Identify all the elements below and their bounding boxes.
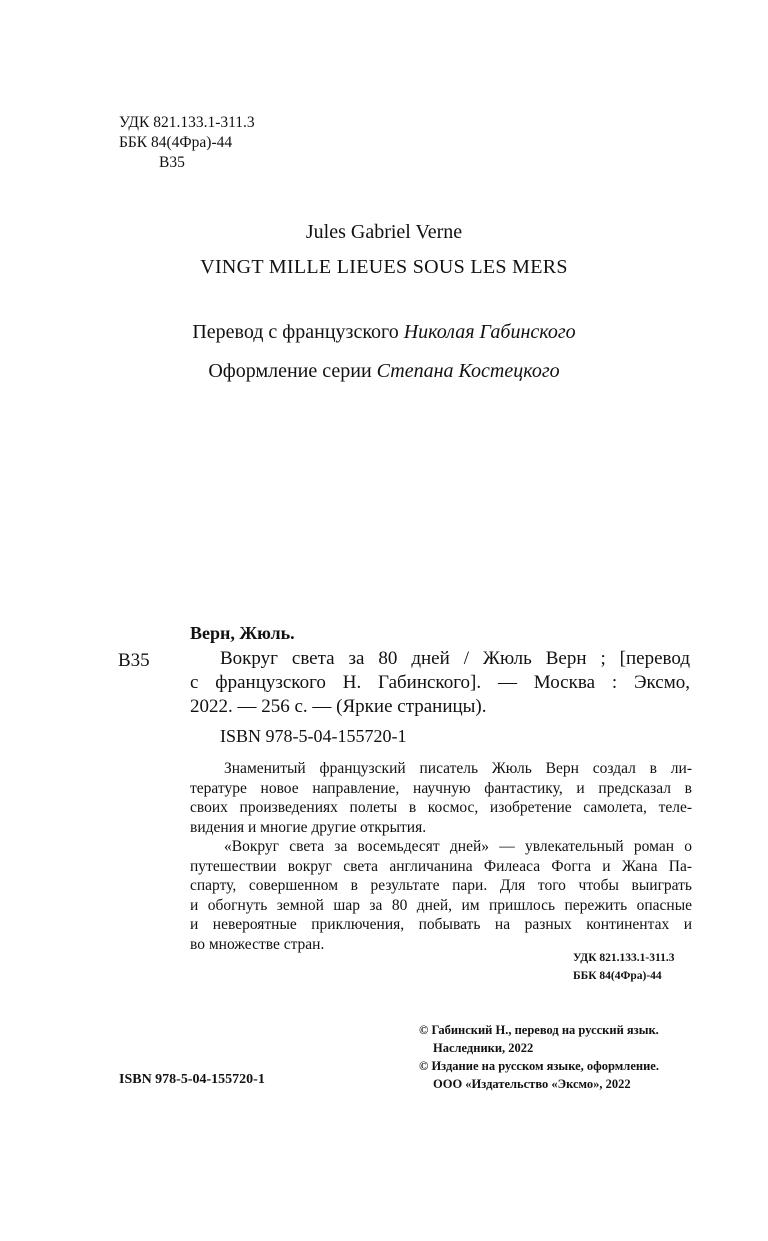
classification-block <box>119 113 255 173</box>
annotation <box>190 759 692 954</box>
design-credit <box>0 360 768 383</box>
bbk-code: ББК 84(4Фра)-44 <box>119 134 233 151</box>
translation-credit <box>0 321 768 344</box>
original-title: VINGT MILLE LIEUES SOUS LES MERS <box>200 256 568 278</box>
annotation-line: и обогнуть земной шар за 80 дней, им пришлось пережить опасные <box>190 896 692 914</box>
annotation-line: и невероятные приключения, побывать на разных континентах и <box>190 916 692 933</box>
annotation-line: видения и многие другие открытия. <box>190 818 427 836</box>
annotation-line: спарту, совершенном в результате пари. Для того чтобы выиграть <box>190 877 692 894</box>
copyright-line: Наследники, 2022 <box>433 1041 534 1055</box>
original-author: Jules Gabriel Verne <box>305 221 463 243</box>
udk-code-small: УДК 821.133.1-311.3 <box>573 952 675 964</box>
bib-description-line: 2022. — 256 с. — (Яркие страницы). <box>190 696 487 717</box>
copyright-line: © Издание на русском языке, оформление. <box>419 1059 659 1073</box>
bib-description-line: с французского Н. Габинского]. — Москва : Эксмо, <box>190 672 690 693</box>
bbk-code-small: ББК 84(4Фра)-44 <box>573 970 662 982</box>
copyright-block <box>419 1021 659 1093</box>
design-prefix: Оформление серии <box>208 360 377 382</box>
translator-name: Николая Габинского <box>403 321 576 343</box>
annotation-line: во множестве стран. <box>190 935 325 953</box>
udk-code: УДК 821.133.1-311.3 <box>119 114 255 131</box>
annotation-line: тературе новое направление, научную фантастику, и предсказал в <box>190 779 692 797</box>
translation-prefix: Перевод с французского <box>192 321 404 343</box>
annotation-line: своих произведениях полеты в космос, изобретение самолета, теле- <box>190 799 692 816</box>
bib-author-mark: В35 <box>118 650 150 671</box>
annotation-line: «Вокруг света за восемьдесят дней» — увлекательный роман о <box>224 838 692 855</box>
bib-author-heading: Верн, Жюль. <box>190 623 295 643</box>
bib-description-line: Вокруг света за 80 дней / Жюль Верн ; [перевод <box>220 648 690 669</box>
isbn-bottom: ISBN 978-5-04-155720-1 <box>119 1072 265 1087</box>
copyright-line: © Габинский Н., перевод на русский язык. <box>419 1023 659 1037</box>
annotation-line: путешествии вокруг света англичанина Филеаса Фогга и Жана Па- <box>190 857 692 875</box>
bib-description <box>190 647 690 719</box>
designer-name: Степана Костецкого <box>376 360 560 382</box>
author-mark: В35 <box>159 154 185 171</box>
annotation-line: Знаменитый французский писатель Жюль Верн создал в ли- <box>224 760 692 777</box>
bib-isbn: ISBN 978-5-04-155720-1 <box>220 726 407 746</box>
copyright-line: ООО «Издательство «Эксмо», 2022 <box>433 1077 631 1091</box>
classification-small <box>573 949 674 985</box>
